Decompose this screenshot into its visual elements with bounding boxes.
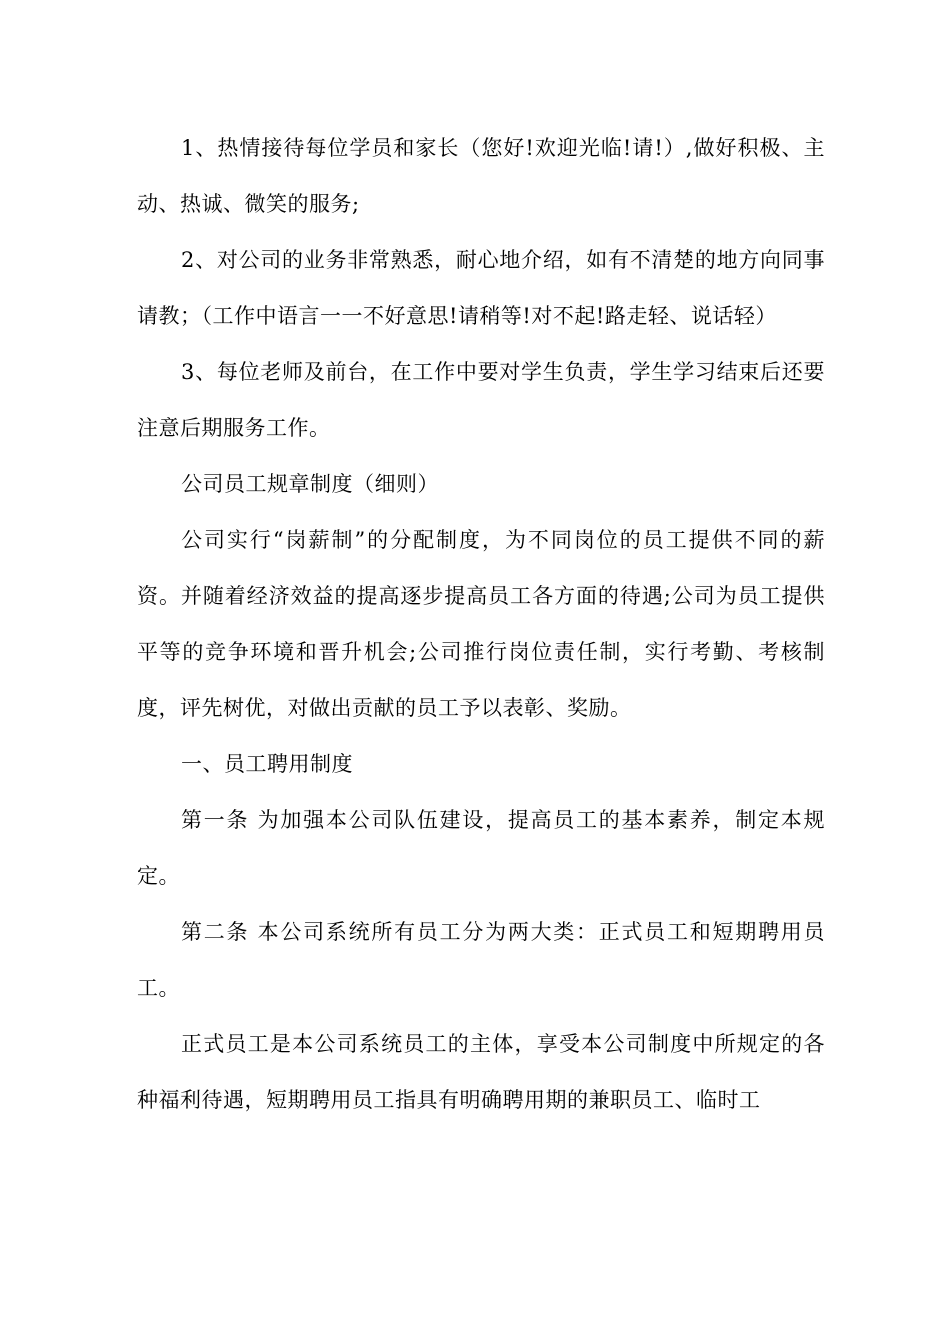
paragraph-article-1: 第一条 为加强本公司队伍建设，提高员工的基本素养，制定本规定。 [137,808,825,888]
paragraph-employee-types: 正式员工是本公司系统员工的主体，享受本公司制度中所规定的各种福利待遇，短期聘用员工指具有明确聘用期的兼职员工、临时工 [137,1032,825,1112]
paragraph-service-1: 1、热情接待每位学员和家长（您好!欢迎光临!请!）,做好积极、主动、热诚、微笑的服务; [137,136,825,216]
paragraph-article-2: 第二条 本公司系统所有员工分为两大类：正式员工和短期聘用员工。 [137,920,825,1000]
document-body [137,120,825,1128]
paragraph-salary-system: 公司实行“岗薪制”的分配制度，为不同岗位的员工提供不同的薪资。并随着经济效益的提高逐步提高员工各方面的待遇;公司为员工提供平等的竞争环境和晋升机会;公司推行岗位责任制，实行考勤、考核制度，评先树优，对做出贡献的员工予以表彰、奖励。 [137,528,825,720]
section-heading-hiring: 一、员工聘用制度 [181,752,353,776]
paragraph-service-2: 2、对公司的业务非常熟悉，耐心地介绍，如有不清楚的地方向同事请教；（工作中语言一一不好意思!请稍等!对不起!路走轻、说话轻） [137,248,825,328]
section-heading-rules: 公司员工规章制度（细则） [181,472,439,496]
paragraph-service-3: 3、每位老师及前台，在工作中要对学生负责，学生学习结束后还要注意后期服务工作。 [137,360,825,440]
